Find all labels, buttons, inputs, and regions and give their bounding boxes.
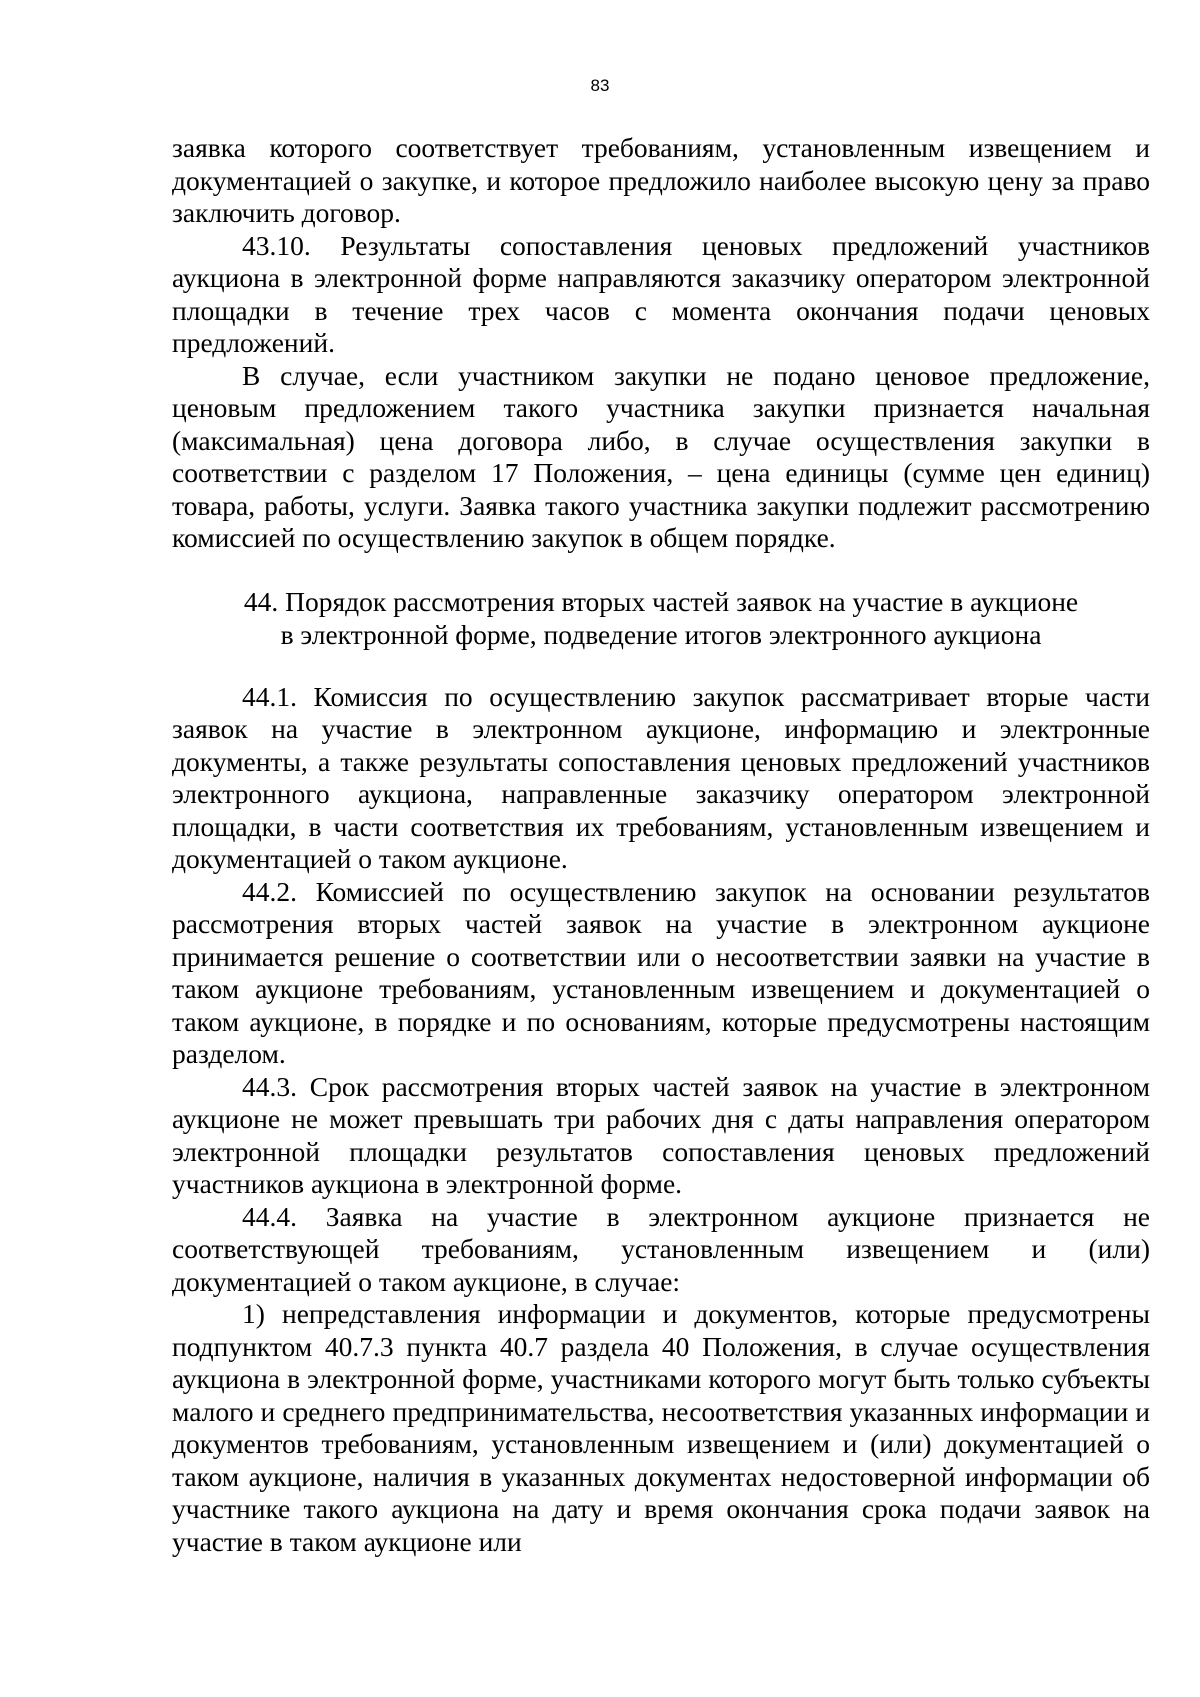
section-heading-line-2: в электронной форме, подведение итогов электронного аукциона — [280, 618, 1042, 650]
section-heading-44 — [172, 585, 1150, 651]
paragraph-continuation: заявка которого соответствует требованиям, установленным извещением и документацией о закупке, и которое предложило наиболее высокую цену за право заключить договор. — [172, 132, 1150, 228]
paragraph-44-3: 44.3. Срок рассмотрения вторых частей заявок на участие в электронном аукционе не может превышать три рабочих дня с даты направления оператором электронной площадки результатов сопоставления ценовых предложений участников аукциона в электронной форме. — [172, 1070, 1150, 1199]
paragraph-44-2: 44.2. Комиссией по осуществлению закупок на основании результатов рассмотрения вторых частей заявок на участие в электронном аукционе принимается решение о соответствии или о несоответствии заявки на участие в таком аукционе требованиям, установленным извещением и документацией о таком аукционе, в порядке и по основаниям, которые предусмотрены настоящим разделом. — [172, 875, 1150, 1069]
paragraph-44-1: 44.1. Комиссия по осуществлению закупок рассматривает вторые части заявок на участие в электронном аукционе, информацию и электронные документы, а также результаты сопоставления ценовых предложений участников электронного аукциона, направленные заказчику оператором электронной площадки, в части соответствия их требованиям, установленным извещением и документацией о таком аукционе. — [172, 680, 1150, 874]
section-heading-line-1: 44. Порядок рассмотрения вторых частей заявок на участие в аукционе — [243, 585, 1079, 617]
paragraph-43-10: 43.10. Результаты сопоставления ценовых предложений участников аукциона в электронной форме направляются заказчику оператором электронной площадки в течение трех часов с момента окончания подачи ценовых предложений. — [172, 229, 1150, 358]
document-body — [172, 132, 1150, 1558]
paragraph-no-price-offer: В случае, если участником закупки не подано ценовое предложение, ценовым предложением такого участника закупки признается начальная (максимальная) цена договора либо, в случае осуществления закупки в соответствии с разделом 17 Положения, – цена единицы (сумме цен единиц) товара, работы, услуги. Заявка такого участника закупки подлежит рассмотрению комиссией по осуществлению закупок в общем порядке. — [172, 359, 1150, 553]
paragraph-44-4-item-1: 1) непредставления информации и документов, которые предусмотрены подпунктом 40.7.3 пункта 40.7 раздела 40 Положения, в случае осуществления аукциона в электронной форме, участниками которого могут быть только субъекты малого и среднего предпринимательства, несоответствия указанных информации и документов требованиям, установленным извещением и (или) документацией о таком аукционе, наличия в указанных документах недостоверной информации об участнике такого аукциона на дату и время окончания срока подачи заявок на участие в таком аукционе или — [172, 1298, 1150, 1557]
page-number: 83 — [590, 76, 610, 95]
paragraph-44-4: 44.4. Заявка на участие в электронном аукционе признается не соответствующей требованиям, установленным извещением и (или) документацией о таком аукционе, в случае: — [172, 1200, 1150, 1297]
